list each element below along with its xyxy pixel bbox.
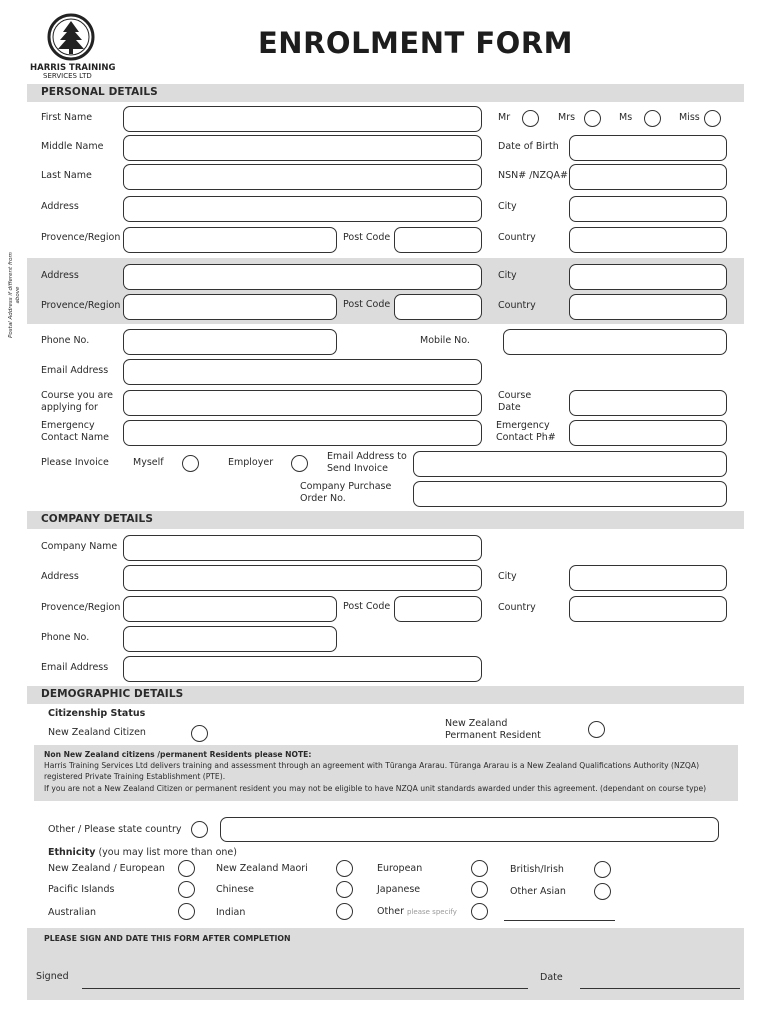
page-title: ENROLMENT FORM [258,26,574,60]
please-invoice-label: Please Invoice [41,457,109,468]
eth-british-label: British/Irish [510,864,564,875]
eth-nz-maori-label: New Zealand Maori [216,863,308,874]
nsn-field[interactable] [569,164,727,190]
personal-details-header: PERSONAL DETAILS [27,84,744,102]
company-country-label: Country [498,602,536,613]
company-address-field[interactable] [123,565,482,591]
eth-japanese-radio[interactable] [471,881,488,898]
myself-label: Myself [133,457,164,468]
title-miss-radio[interactable] [704,110,721,127]
other-country-field[interactable] [220,817,719,842]
date-label: Date [540,972,563,983]
eth-other-radio[interactable] [471,903,488,920]
title-mr-radio[interactable] [522,110,539,127]
emergency-name-label: Emergency Contact Name [41,420,110,443]
title-mrs-radio[interactable] [584,110,601,127]
tree-logo-icon [40,12,102,64]
signed-label: Signed [36,971,69,982]
company-post-code-field[interactable] [394,596,482,622]
note-title: Non New Zealand citizens /permanent Residents please NOTE: [44,750,312,759]
company-province-field[interactable] [123,596,337,622]
note-line3: If you are not a New Zealand Citizen or permanent resident you may not be eligible to have NZQA unit standards awarded under this agreement. (dependant on course type) [44,784,707,793]
company-phone-field[interactable] [123,626,337,652]
first-name-field[interactable] [123,106,482,132]
citizenship-status-label: Citizenship Status [48,708,146,719]
emergency-ph-label: Emergency Contact Ph# [496,420,556,443]
company-details-header: COMPANY DETAILS [27,511,744,529]
invoice-employer-radio[interactable] [291,455,308,472]
eth-nz-european-radio[interactable] [178,860,195,877]
postal-post-code-field[interactable] [394,294,482,320]
nz-citizen-label: New Zealand Citizen [48,727,146,738]
other-country-label: Other / Please state country [48,824,182,835]
mobile-field[interactable] [503,329,727,355]
emergency-ph-field[interactable] [569,420,727,446]
title-ms-radio[interactable] [644,110,661,127]
course-date-label: Course Date [498,390,532,413]
postal-note: Postal Address if different from above [8,252,21,338]
email-field[interactable] [123,359,482,385]
city-label: City [498,201,517,212]
company-country-field[interactable] [569,596,727,622]
mobile-label: Mobile No. [420,335,470,346]
signature-line[interactable] [82,988,528,989]
last-name-label: Last Name [41,170,92,181]
course-applying-label: Course you are applying for [41,390,114,413]
country-field[interactable] [569,227,727,253]
title-mr-label: Mr [498,112,511,123]
company-email-label: Email Address [41,662,109,673]
postal-address-label: Address [41,270,79,281]
title-miss-label: Miss [679,112,700,123]
company-address-label: Address [41,571,79,582]
eth-indian-radio[interactable] [336,903,353,920]
phone-field[interactable] [123,329,337,355]
company-phone-label: Phone No. [41,632,90,643]
eth-european-label: European [377,863,423,874]
company-logo [40,12,102,64]
demographic-details-header: DEMOGRAPHIC DETAILS [27,686,744,704]
eth-nz-european-label: New Zealand / European [48,863,165,874]
postal-post-code-label: Post Code [343,299,391,310]
postal-city-field[interactable] [569,264,727,290]
country-label: Country [498,232,536,243]
eth-british-radio[interactable] [594,861,611,878]
postal-country-field[interactable] [569,294,727,320]
company-post-code-label: Post Code [343,601,391,612]
eth-pacific-radio[interactable] [178,881,195,898]
email-invoice-field[interactable] [413,451,727,477]
ethnicity-label: Ethnicity (you may list more than one) [48,847,237,858]
invoice-myself-radio[interactable] [182,455,199,472]
note-line1: Harris Training Services Ltd delivers training and assessment through an agreement with Tūranga Ararau. Tūranga Ararau is a New Zealand Qualifications Authority (NZQA) [44,761,700,770]
eth-other-specify-line[interactable] [504,920,615,921]
company-city-field[interactable] [569,565,727,591]
post-code-label: Post Code [343,232,391,243]
eth-european-radio[interactable] [471,860,488,877]
other-country-radio[interactable] [191,821,208,838]
emergency-name-field[interactable] [123,420,482,446]
company-name-label: Company Name [41,541,118,552]
employer-label: Employer [228,457,274,468]
city-field[interactable] [569,196,727,222]
eth-australian-radio[interactable] [178,903,195,920]
eth-pacific-label: Pacific Islands [48,884,115,895]
email-label: Email Address [41,365,109,376]
eth-other-asian-label: Other Asian [510,886,566,897]
email-invoice-label: Email Address to Send Invoice [327,451,407,474]
company-email-field[interactable] [123,656,482,682]
company-city-label: City [498,571,517,582]
title-ms-label: Ms [619,112,633,123]
eth-nz-maori-radio[interactable] [336,860,353,877]
eth-japanese-label: Japanese [377,884,421,895]
title-mrs-label: Mrs [558,112,576,123]
course-applying-field[interactable] [123,390,482,416]
eth-chinese-radio[interactable] [336,881,353,898]
logo-text-line2: SERVICES LTD [43,72,92,80]
post-code-field[interactable] [394,227,482,253]
province-field[interactable] [123,227,337,253]
postal-province-label: Provence/Region [41,300,121,311]
logo-text-line1: HARRIS TRAINING [30,63,116,73]
eth-other-asian-radio[interactable] [594,883,611,900]
address-label: Address [41,201,79,212]
postal-city-label: City [498,270,517,281]
nsn-label: NSN# /NZQA# [498,170,568,181]
address-field[interactable] [123,196,482,222]
nz-resident-label: New Zealand Permanent Resident [445,718,541,741]
first-name-label: First Name [41,112,93,123]
purchase-order-field[interactable] [413,481,727,507]
dob-label: Date of Birth [498,141,559,152]
eth-other-label: Other please specify [377,906,457,917]
postal-province-field[interactable] [123,294,337,320]
sign-instruction: PLEASE SIGN AND DATE THIS FORM AFTER COMPLETION [44,934,291,943]
company-name-field[interactable] [123,535,482,561]
phone-label: Phone No. [41,335,90,346]
last-name-field[interactable] [123,164,482,190]
middle-name-field[interactable] [123,135,482,161]
company-province-label: Provence/Region [41,602,121,613]
province-label: Provence/Region [41,232,121,243]
postal-country-label: Country [498,300,536,311]
date-line[interactable] [580,988,740,989]
postal-address-field[interactable] [123,264,482,290]
nz-citizen-radio[interactable] [191,725,208,742]
dob-field[interactable] [569,135,727,161]
eth-chinese-label: Chinese [216,884,254,895]
eth-australian-label: Australian [48,907,97,918]
nz-resident-radio[interactable] [588,721,605,738]
purchase-order-label: Company Purchase Order No. [300,481,392,504]
middle-name-label: Middle Name [41,141,104,152]
course-date-field[interactable] [569,390,727,416]
note-line2: registered Private Training Establishment (PTE). [44,772,226,781]
eth-indian-label: Indian [216,907,246,918]
